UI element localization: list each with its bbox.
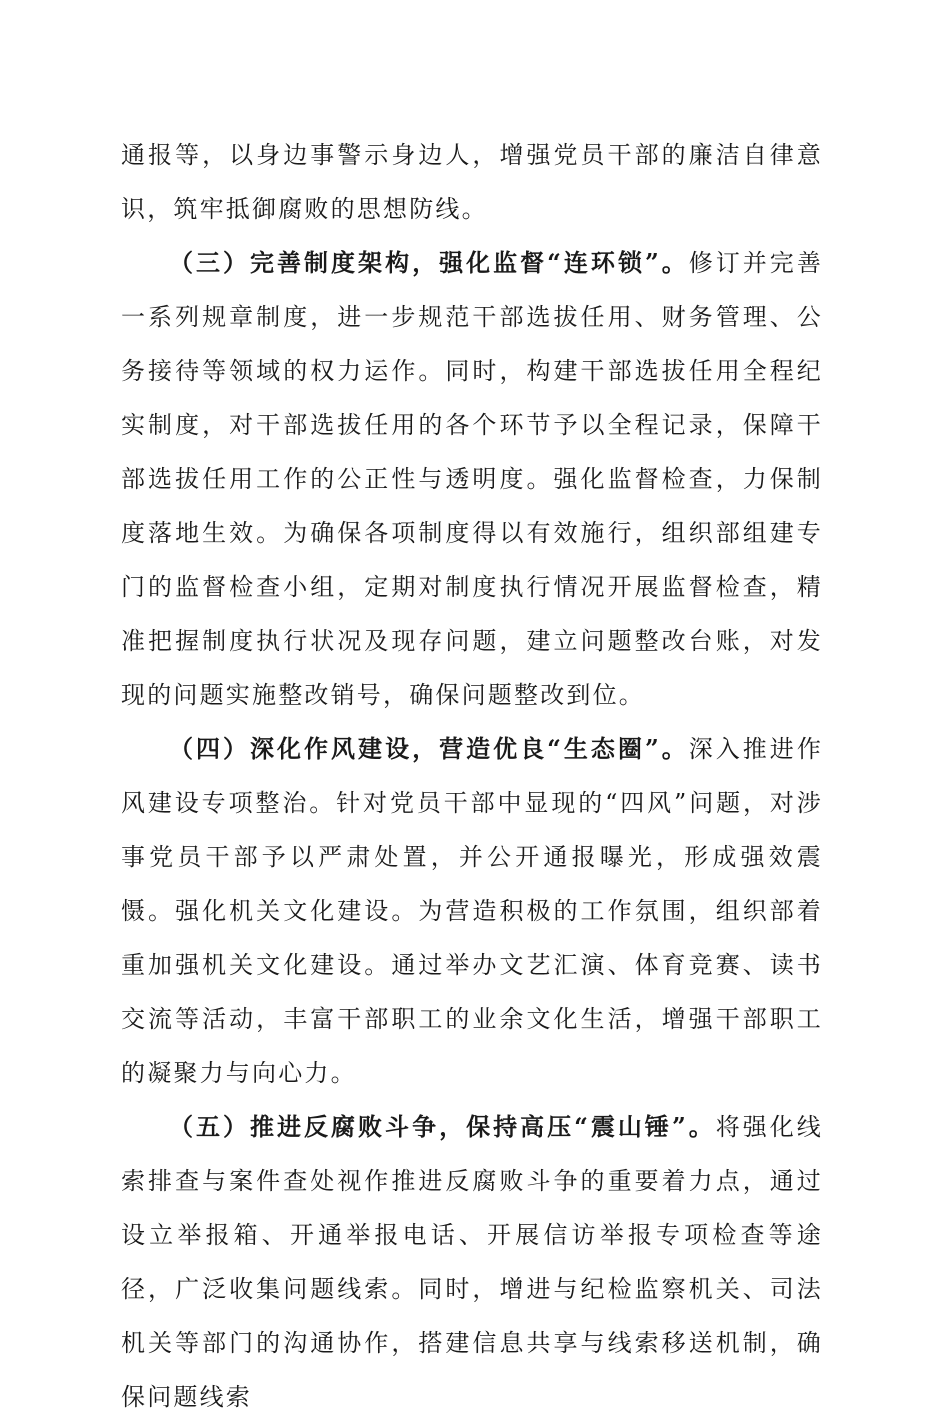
paragraph-section-5 bbox=[121, 1100, 823, 1424]
section-heading-5: （五）推进反腐败斗争，保持高压“震山锤”。 bbox=[169, 1112, 716, 1141]
paragraph-section-3 bbox=[121, 236, 823, 722]
paragraph-body: 通报等，以身边事警示身边人，增强党员干部的廉洁自律意识，筑牢抵御腐败的思想防线。 bbox=[121, 141, 823, 223]
paragraph-continuation bbox=[121, 128, 823, 236]
paragraph-body: 修订并完善一系列规章制度，进一步规范干部选拔任用、财务管理、公务接待等领域的权力运作。同时，构建干部选拔任用全程纪实制度，对干部选拔任用的各个环节予以全程记录，保障干部选拔任用工作的公正性与透明度。强化监督检查，力保制度落地生效。为确保各项制度得以有效施行，组织部组建专门的监督检查小组，定期对制度执行情况开展监督检查，精准把握制度执行状况及现存问题，建立问题整改台账，对发现的问题实施整改销号，确保问题整改到位。 bbox=[121, 249, 824, 709]
document-body bbox=[121, 128, 823, 1424]
section-heading-3: （三）完善制度架构，强化监督“连环锁”。 bbox=[169, 248, 689, 277]
section-heading-4: （四）深化作风建设，营造优良“生态圈”。 bbox=[169, 734, 689, 763]
paragraph-section-4 bbox=[121, 722, 823, 1100]
paragraph-body: 将强化线索排查与案件查处视作推进反腐败斗争的重要着力点，通过设立举报箱、开通举报电话、开展信访举报专项检查等途径，广泛收集问题线索。同时，增进与纪检监察机关、司法机关等部门的沟通协作，搭建信息共享与线索移送机制，确保问题线索 bbox=[121, 1113, 823, 1411]
paragraph-body: 深入推进作风建设专项整治。针对党员干部中显现的“四风”问题，对涉事党员干部予以严肃处置，并公开通报曝光，形成强效震慑。强化机关文化建设。为营造积极的工作氛围，组织部着重加强机关文化建设。通过举办文艺汇演、体育竞赛、读书交流等活动，丰富干部职工的业余文化生活，增强干部职工的凝聚力与向心力。 bbox=[121, 735, 824, 1087]
